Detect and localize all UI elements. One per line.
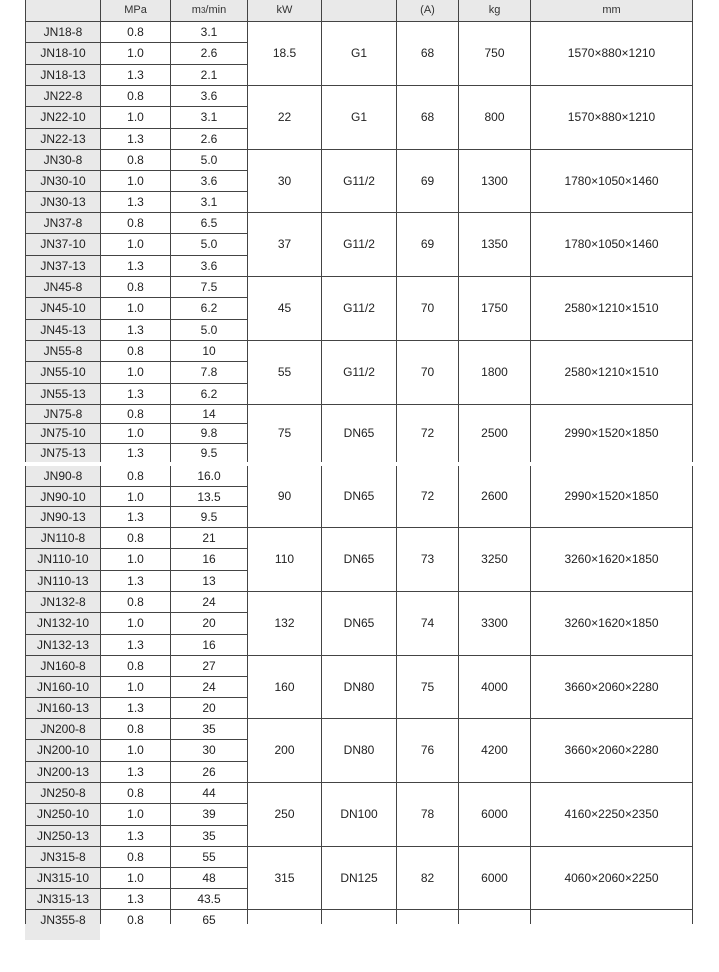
row-divider (25, 867, 247, 868)
pressure-cell: 1.0 (127, 236, 144, 251)
page-seam (0, 462, 719, 466)
flow-cell: 26 (202, 764, 216, 779)
row-divider (25, 319, 247, 320)
pressure-cell: 1.3 (127, 386, 144, 401)
flow-cell: 9.8 (200, 425, 218, 440)
header-pressure: MPa (124, 4, 147, 16)
flow-cell: 2.6 (200, 45, 218, 60)
group-power: 250 (274, 807, 295, 821)
header-outlet (322, 0, 396, 21)
flow-cell: 3.6 (200, 88, 218, 103)
flow-cell: 65 (202, 912, 216, 927)
model-cell: JN110-13 (37, 573, 89, 588)
group-power: 75 (277, 426, 292, 440)
row-divider (25, 634, 247, 635)
model-cell: JN45-8 (43, 279, 83, 294)
model-cell: JN132-10 (36, 615, 90, 630)
pressure-cell: 0.8 (127, 530, 144, 545)
model-cell: JN160-10 (36, 679, 90, 694)
row-divider (25, 697, 247, 698)
group-divider (25, 782, 693, 783)
group-dims: 3660×2060×2280 (564, 679, 659, 694)
pressure-cell: 0.8 (127, 594, 144, 609)
row-divider (25, 803, 247, 804)
row-divider (25, 548, 247, 549)
model-cell: JN160-8 (40, 658, 86, 673)
group-divider (25, 846, 693, 847)
model-cell: JN315-10 (36, 870, 90, 885)
model-cell: JN22-13 (40, 131, 86, 146)
pressure-cell: 1.0 (127, 173, 144, 188)
group-weight: 800 (484, 110, 505, 124)
model-cell: JN30-10 (40, 173, 86, 188)
group-dims: 3660×2060×2280 (564, 743, 659, 757)
pressure-cell: 1.3 (127, 67, 144, 82)
group-power: 132 (274, 616, 295, 630)
group-divider (25, 340, 693, 341)
group-weight: 1800 (481, 365, 508, 379)
group-current: 69 (420, 237, 435, 251)
pressure-cell: 0.8 (127, 785, 144, 800)
group-divider (25, 149, 693, 150)
flow-cell: 5.0 (200, 236, 218, 251)
group-power: 90 (277, 489, 292, 503)
pressure-cell: 0.8 (127, 658, 144, 673)
pressure-cell: 1.3 (127, 828, 144, 843)
group-outlet: DN65 (343, 616, 375, 630)
group-current: 74 (420, 616, 435, 630)
model-cell: JN110-8 (40, 530, 86, 545)
model-cell: JN30-8 (43, 152, 83, 167)
group-weight: 3300 (481, 616, 508, 630)
pressure-cell: 1.0 (127, 742, 144, 757)
row-divider (25, 361, 247, 362)
model-cell: JN37-13 (40, 258, 86, 273)
flow-cell: 5.0 (200, 322, 218, 337)
group-dims: 4160×2250×2350 (564, 807, 659, 821)
group-weight: 1750 (481, 301, 508, 315)
flow-cell: 2.6 (200, 131, 218, 146)
flow-cell: 39 (202, 806, 216, 821)
row-divider (25, 233, 247, 234)
pressure-cell: 1.0 (127, 45, 144, 60)
model-cell: JN250-8 (40, 785, 86, 800)
group-weight: 750 (484, 46, 505, 60)
group-dims: 3260×1620×1850 (564, 616, 659, 630)
flow-cell: 6.2 (200, 300, 218, 315)
group-dims: 2580×1210×1510 (564, 301, 659, 315)
model-cell: JN355-8 (40, 912, 86, 927)
flow-cell: 9.5 (200, 445, 218, 460)
flow-cell: 20 (202, 615, 216, 630)
row-divider (25, 676, 247, 677)
header-flow-tail: /min (205, 4, 227, 16)
flow-cell: 6.2 (200, 386, 218, 401)
flow-cell: 2.1 (200, 67, 218, 82)
group-divider (25, 527, 693, 528)
model-cell: JN90-10 (40, 489, 86, 504)
pressure-cell: 1.0 (127, 300, 144, 315)
row-divider (25, 761, 247, 762)
row-divider (25, 128, 247, 129)
group-outlet: DN100 (340, 807, 378, 821)
model-cell: JN250-13 (36, 828, 90, 843)
row-divider (25, 570, 247, 571)
flow-cell: 35 (202, 721, 216, 736)
group-current (397, 909, 458, 972)
flow-cell: 44 (202, 785, 216, 800)
group-divider (25, 21, 693, 22)
group-weight: 6000 (481, 807, 508, 821)
flow-cell: 3.1 (200, 24, 218, 39)
group-divider (25, 404, 693, 405)
group-dims: 3260×1620×1850 (564, 552, 659, 566)
pressure-cell: 1.0 (127, 489, 144, 504)
group-current: 76 (420, 743, 435, 757)
model-cell: JN37-8 (43, 215, 83, 230)
group-divider (25, 212, 693, 213)
group-dims: 2580×1210×1510 (564, 365, 659, 379)
model-cell: JN315-13 (36, 891, 90, 906)
header-dims: mm (602, 4, 621, 16)
group-current: 72 (420, 489, 435, 503)
model-cell: JN45-13 (40, 322, 86, 337)
row-divider (25, 106, 247, 107)
model-cell: JN18-10 (40, 45, 86, 60)
group-outlet: G11/2 (343, 173, 375, 188)
group-current: 68 (420, 110, 435, 124)
pressure-cell: 1.0 (127, 364, 144, 379)
group-divider (25, 591, 693, 592)
group-outlet: G1 (350, 46, 367, 60)
group-power: 45 (277, 301, 292, 315)
flow-cell: 3.1 (200, 109, 218, 124)
model-cell: JN90-13 (40, 509, 86, 524)
model-cell: JN200-10 (36, 742, 90, 757)
pressure-cell: 1.3 (127, 194, 144, 209)
flow-cell: 7.8 (200, 364, 218, 379)
pressure-cell: 0.8 (127, 343, 144, 358)
pressure-cell: 1.3 (127, 637, 144, 652)
pressure-cell: 1.3 (127, 131, 144, 146)
group-power: 55 (277, 365, 292, 379)
flow-cell: 27 (202, 658, 216, 673)
pressure-cell: 1.3 (127, 445, 144, 460)
group-current: 78 (420, 807, 435, 821)
group-power: 22 (277, 110, 292, 124)
row-divider (25, 486, 247, 487)
pressure-cell: 0.8 (127, 215, 144, 230)
group-outlet: DN80 (343, 743, 375, 757)
group-current: 75 (420, 679, 435, 694)
group-current: 70 (420, 301, 435, 315)
flow-cell: 6.5 (200, 215, 218, 230)
model-cell: JN37-10 (40, 236, 86, 251)
row-divider (25, 297, 247, 298)
pressure-cell: 1.0 (127, 551, 144, 566)
group-dims: 1570×880×1210 (567, 110, 656, 124)
group-weight (459, 909, 530, 972)
header-power: kW (276, 4, 293, 16)
group-outlet: DN65 (343, 489, 375, 503)
row-divider (25, 443, 247, 444)
model-cell: JN18-13 (40, 67, 86, 82)
pressure-cell: 1.0 (127, 870, 144, 885)
flow-cell: 55 (202, 849, 216, 864)
row-divider (25, 383, 247, 384)
group-dims: 1780×1050×1460 (564, 237, 659, 251)
group-dims: 1780×1050×1460 (564, 173, 659, 188)
model-cell: JN132-8 (40, 594, 86, 609)
pressure-cell: 0.8 (127, 721, 144, 736)
group-outlet: G11/2 (343, 301, 375, 315)
group-outlet: DN65 (343, 426, 375, 440)
row-divider (25, 170, 247, 171)
model-cell: JN30-13 (40, 194, 86, 209)
flow-cell: 21 (202, 530, 216, 545)
pressure-cell: 0.8 (127, 406, 144, 421)
pressure-cell: 1.0 (127, 109, 144, 124)
flow-cell: 20 (202, 700, 216, 715)
group-power: 110 (274, 552, 295, 566)
flow-cell: 16 (202, 637, 216, 652)
group-power: 200 (274, 743, 295, 757)
model-cell: JN200-13 (36, 764, 90, 779)
group-divider (25, 85, 693, 86)
pressure-cell: 1.0 (127, 615, 144, 630)
group-weight: 1300 (481, 173, 508, 188)
model-cell: JN315-8 (40, 849, 86, 864)
flow-cell: 10 (202, 343, 216, 358)
group-power: 160 (274, 679, 295, 694)
pressure-cell: 1.0 (127, 806, 144, 821)
group-weight: 2500 (481, 426, 508, 440)
pressure-cell: 0.8 (127, 912, 144, 927)
header-weight: kg (488, 4, 501, 16)
pressure-cell: 1.0 (127, 425, 144, 440)
flow-cell: 13.5 (197, 489, 221, 504)
group-dims: 2990×1520×1850 (564, 426, 659, 440)
model-cell: JN45-10 (40, 300, 86, 315)
flow-cell: 14 (202, 406, 216, 421)
group-weight: 1350 (481, 237, 508, 251)
model-cell: JN200-8 (40, 721, 86, 736)
group-outlet: DN80 (343, 679, 375, 694)
model-cell: JN110-10 (37, 551, 89, 566)
model-cell: JN55-13 (40, 386, 86, 401)
model-cell: JN55-8 (43, 343, 83, 358)
model-cell: JN18-8 (43, 24, 83, 39)
model-cell: JN90-8 (43, 468, 83, 483)
pressure-cell: 1.3 (127, 509, 144, 524)
pressure-cell: 0.8 (127, 279, 144, 294)
header-flow: m 3 /min (191, 4, 227, 16)
row-divider (25, 739, 247, 740)
group-current: 69 (420, 173, 435, 188)
group-current: 70 (420, 365, 435, 379)
group-power: 37 (277, 237, 292, 251)
group-weight: 4200 (481, 743, 508, 757)
group-weight: 4000 (481, 679, 508, 694)
flow-cell: 5.0 (200, 152, 218, 167)
group-outlet: DN125 (340, 870, 378, 885)
pressure-cell: 1.3 (127, 322, 144, 337)
flow-cell: 7.5 (200, 279, 218, 294)
flow-cell: 3.1 (200, 194, 218, 209)
pressure-cell: 0.8 (127, 24, 144, 39)
model-cell: JN250-10 (36, 806, 90, 821)
pressure-cell: 0.8 (127, 849, 144, 864)
group-outlet (322, 909, 396, 972)
group-divider (25, 276, 693, 277)
flow-cell: 9.5 (200, 509, 218, 524)
group-divider (25, 909, 693, 910)
row-divider (25, 255, 247, 256)
group-power: 315 (274, 870, 295, 885)
model-cell: JN75-10 (40, 425, 86, 440)
group-weight: 2600 (481, 489, 508, 503)
group-dims: 2990×1520×1850 (564, 489, 659, 503)
pressure-cell: 1.0 (127, 679, 144, 694)
group-outlet: DN65 (343, 552, 375, 566)
row-divider (25, 506, 247, 507)
flow-cell: 43.5 (197, 891, 221, 906)
group-power: 18.5 (272, 46, 297, 60)
model-cell: JN75-13 (40, 445, 86, 460)
model-cell: JN132-13 (36, 637, 90, 652)
group-divider (25, 718, 693, 719)
group-weight: 3250 (481, 552, 508, 566)
model-cell: JN22-8 (43, 88, 83, 103)
flow-cell: 3.6 (200, 173, 218, 188)
pressure-cell: 1.3 (127, 258, 144, 273)
flow-cell: 30 (202, 742, 216, 757)
pressure-cell: 0.8 (127, 152, 144, 167)
group-weight: 6000 (481, 870, 508, 885)
pressure-cell: 1.3 (127, 700, 144, 715)
flow-cell: 16.0 (197, 468, 221, 483)
pressure-cell: 0.8 (127, 468, 144, 483)
pressure-cell: 0.8 (127, 88, 144, 103)
group-outlet: G11/2 (343, 237, 375, 251)
flow-cell: 48 (202, 870, 216, 885)
model-cell: JN160-13 (36, 700, 90, 715)
row-divider (25, 423, 247, 424)
group-dims (531, 909, 692, 972)
header-current: (A) (420, 4, 435, 16)
group-outlet: G1 (350, 110, 367, 124)
flow-cell: 35 (202, 828, 216, 843)
pressure-cell: 1.3 (127, 891, 144, 906)
row-divider (25, 612, 247, 613)
row-divider (25, 825, 247, 826)
pressure-cell: 1.3 (127, 764, 144, 779)
group-power (248, 909, 321, 972)
pressure-cell: 1.3 (127, 573, 144, 588)
row-divider (25, 64, 247, 65)
flow-cell: 24 (202, 679, 216, 694)
row-divider (25, 888, 247, 889)
group-outlet: G11/2 (343, 365, 375, 379)
model-cell: JN55-10 (40, 364, 86, 379)
row-divider (25, 42, 247, 43)
model-cell: JN75-8 (43, 406, 83, 421)
group-dims: 4060×2060×2250 (564, 870, 659, 885)
group-power: 30 (277, 173, 292, 188)
header-flow-base: m (191, 4, 201, 16)
group-dims: 1570×880×1210 (567, 46, 656, 60)
flow-cell: 16 (202, 551, 216, 566)
group-divider (25, 655, 693, 656)
group-current: 72 (420, 426, 435, 440)
flow-cell: 13 (202, 573, 216, 588)
group-current: 68 (420, 46, 435, 60)
group-current: 82 (420, 870, 435, 885)
flow-cell: 24 (202, 594, 216, 609)
group-current: 73 (420, 552, 435, 566)
row-divider (25, 191, 247, 192)
model-cell: JN22-10 (40, 109, 86, 124)
flow-cell: 3.6 (200, 258, 218, 273)
